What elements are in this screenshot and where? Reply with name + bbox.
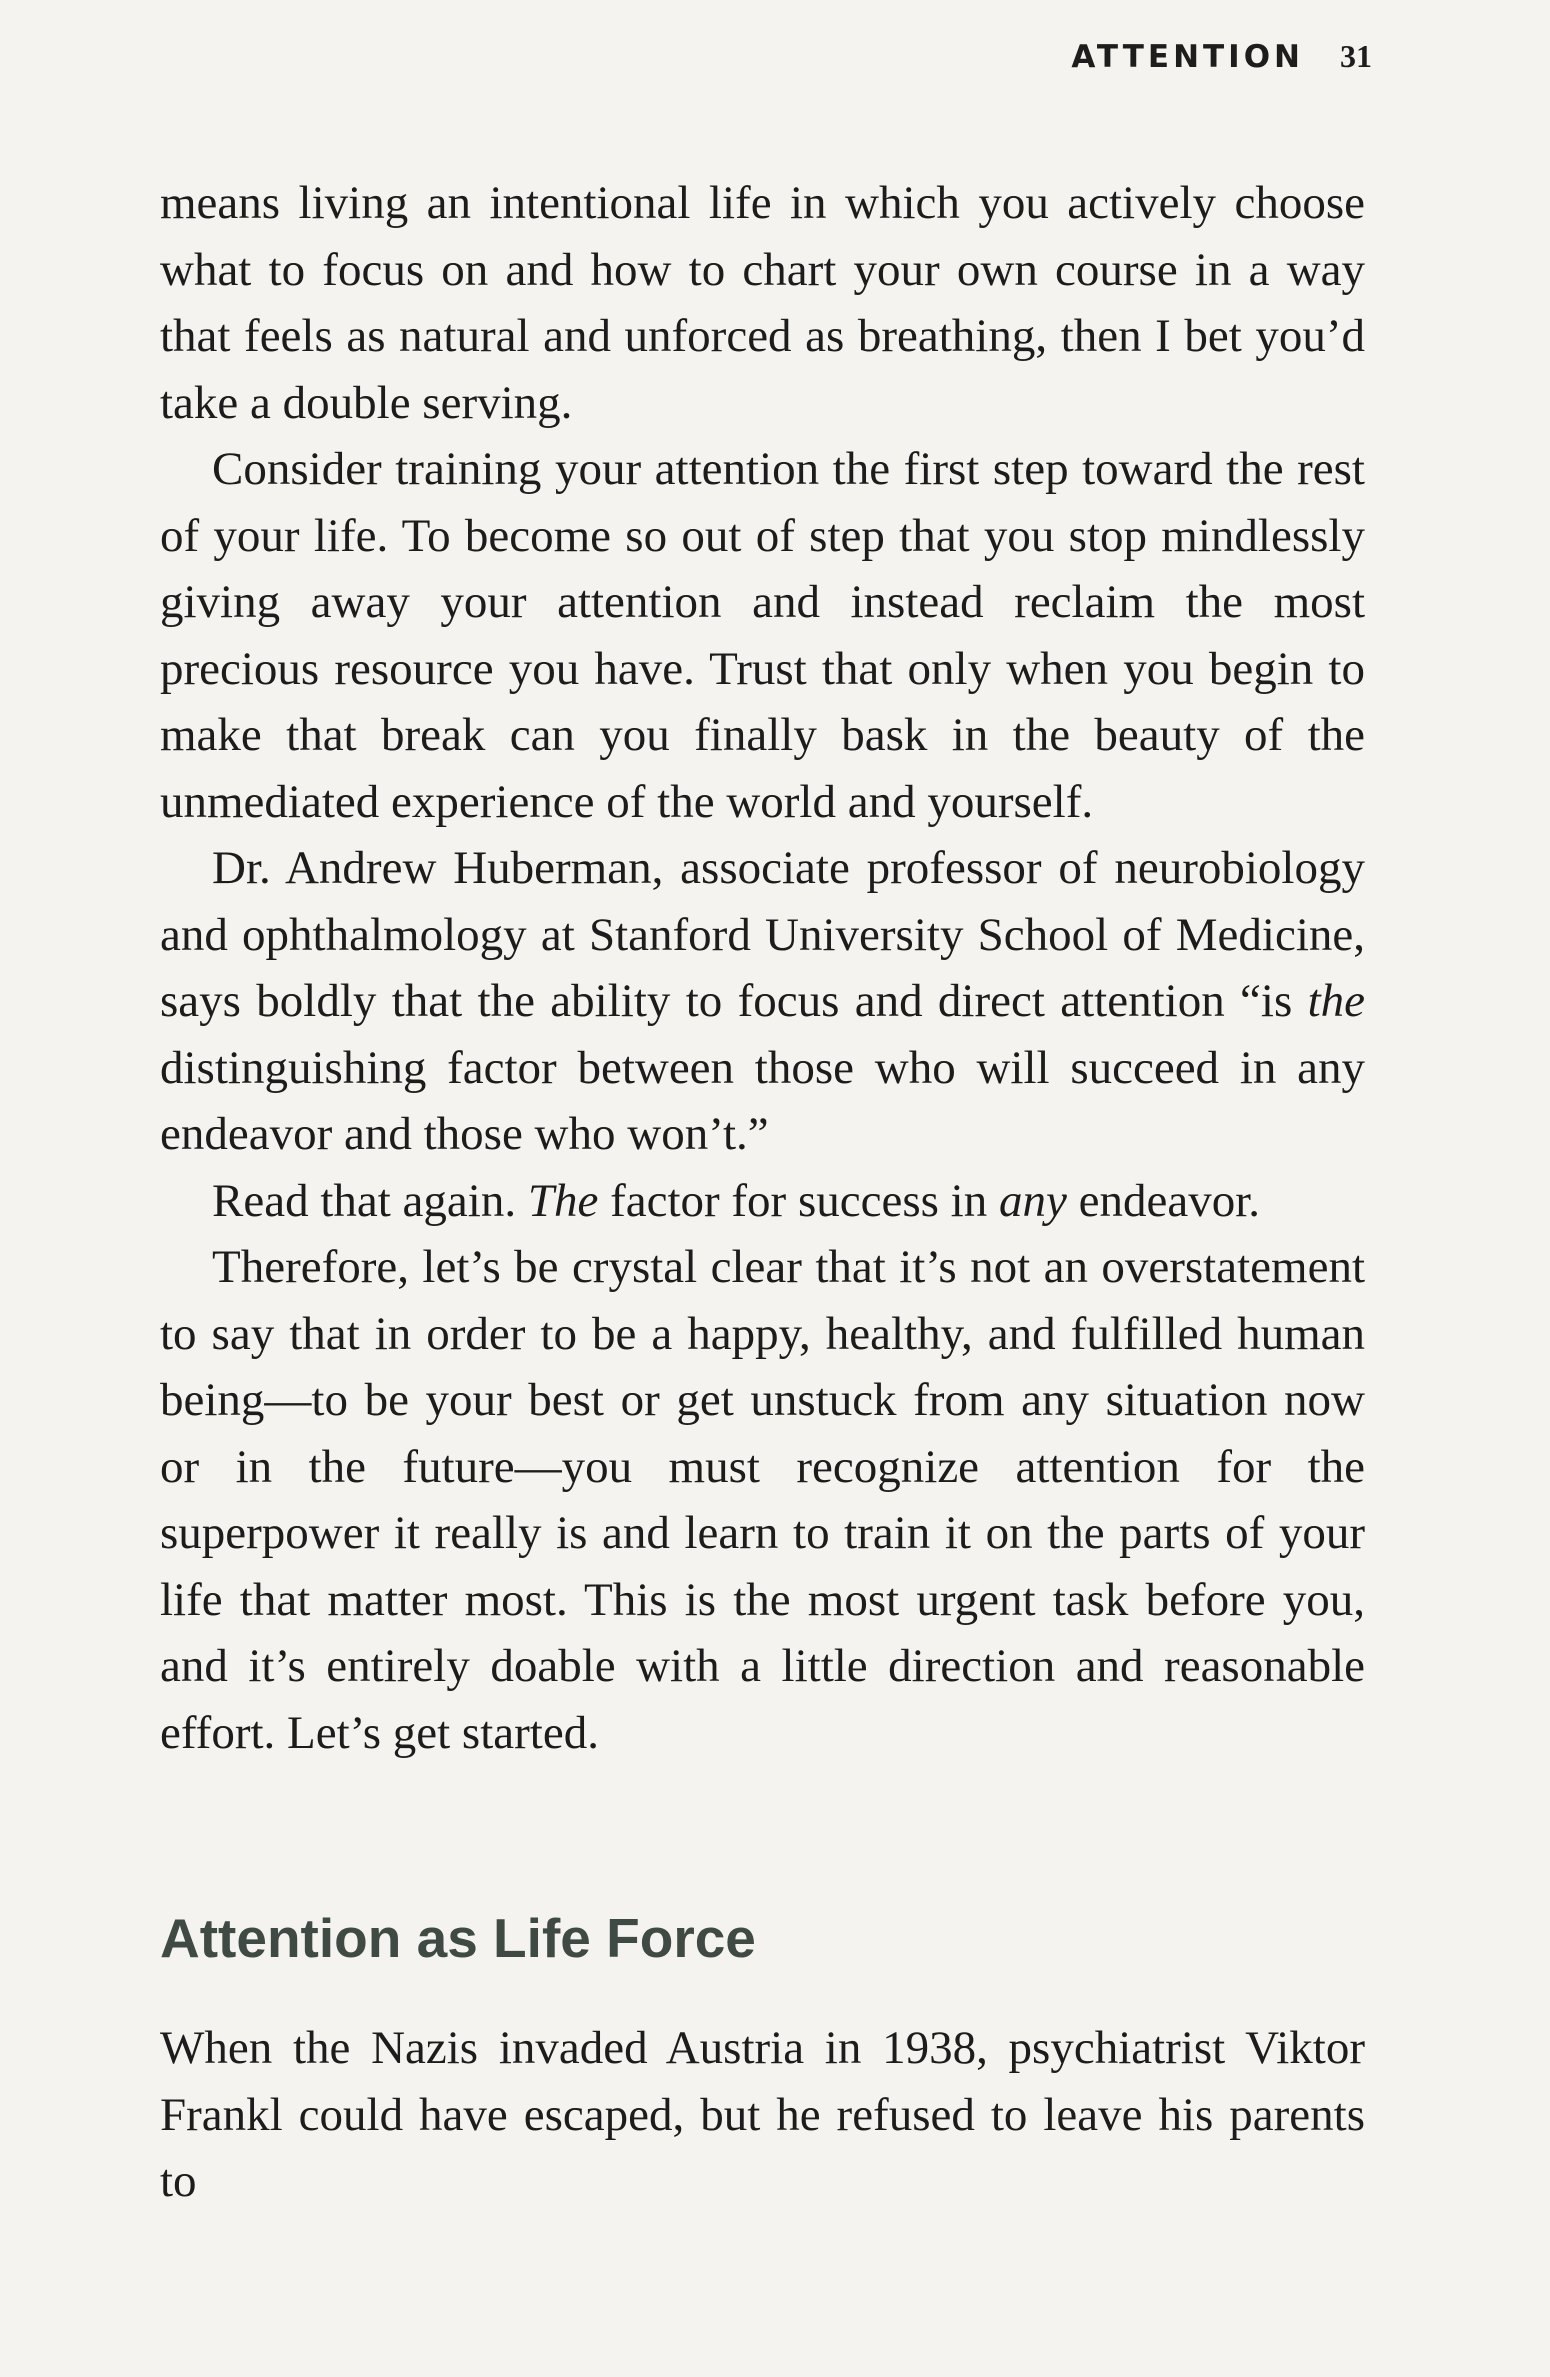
paragraph (160, 436, 1365, 835)
text-run: Consider training your attention the first step toward the rest of your life. To become so out of step that you stop mindlessly giving away your attention and instead reclaim the most precious resource you have. Trust that only when you begin to make that break can you finally bask in the beauty of the unmediated experience of the world and yourself. (160, 443, 1365, 828)
running-head (1071, 38, 1372, 75)
text-run: Dr. Andrew Huberman, associate professor of neurobiology and ophthalmology at Stanford University School of Medicine, says boldly that the ability to focus and direct attention “is (160, 842, 1365, 1027)
paragraph (160, 170, 1365, 436)
paragraph (160, 835, 1365, 1168)
text-run: Read that again. (212, 1174, 528, 1227)
section-body (160, 2015, 1365, 2215)
text-run: means living an intentional life in which you actively choose what to focus on and how to chart your own course in a way that feels as natural and unforced as breathing, then I bet you’d take a double serving. (160, 177, 1365, 429)
text-run: factor for success in (598, 1174, 999, 1227)
text-run: endeavor. (1066, 1174, 1260, 1227)
paragraph (160, 1168, 1365, 1235)
paragraph (160, 1234, 1365, 1766)
running-title: ATTENTION (1071, 39, 1304, 75)
section-first-paragraph: When the Nazis invaded Austria in 1938, psychiatrist Viktor Frankl could have escaped, but he refused to leave his parents to (160, 2022, 1365, 2207)
section-heading: Attention as Life Force (160, 1907, 756, 1969)
text-run: distinguishing factor between those who will succeed in any endeavor and those who won’t.” (160, 1041, 1365, 1160)
body-text (160, 170, 1365, 1766)
italic-text: the (1307, 975, 1365, 1027)
page-number: 31 (1340, 38, 1372, 74)
text-run: Therefore, let’s be crystal clear that it’s not an overstatement to say that in order to be a happy, healthy, and fulfilled human being—to be your best or get unstuck from any situation now or in the future—you must recognize attention for the superpower it really is and learn to train it on the parts of your life that matter most. This is the most urgent task before you, and it’s entirely doable with a little direction and reasonable effort. Let’s get started. (160, 1241, 1365, 1759)
italic-text: The (527, 1174, 599, 1227)
italic-text: any (998, 1174, 1067, 1227)
